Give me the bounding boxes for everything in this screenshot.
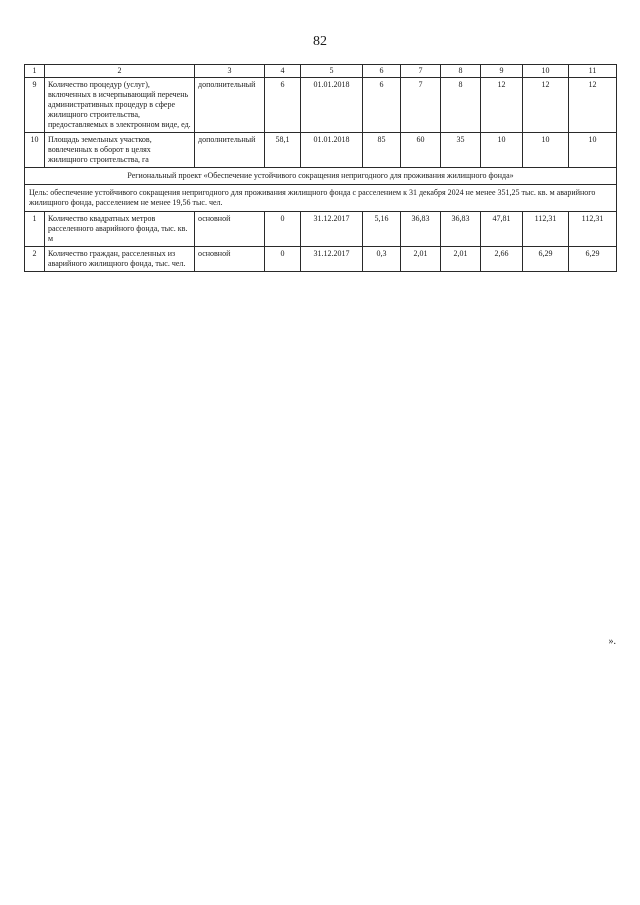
column-number: 2	[45, 65, 195, 78]
value-cell: 112,31	[569, 212, 617, 247]
base-date: 01.01.2018	[301, 133, 363, 168]
base-date: 31.12.2017	[301, 212, 363, 247]
base-value: 0	[265, 247, 301, 272]
column-number: 9	[481, 65, 523, 78]
table-row	[25, 78, 617, 133]
page-bottom-margin	[0, 768, 640, 905]
column-number: 4	[265, 65, 301, 78]
value-cell: 12	[481, 78, 523, 133]
value-cell: 85	[363, 133, 401, 168]
row-number: 1	[25, 212, 45, 247]
value-cell: 2,01	[441, 247, 481, 272]
section-title: Региональный проект «Обеспечение устойчивого сокращения непригодного для проживания жилищного фонда»	[25, 168, 617, 185]
value-cell: 36,83	[401, 212, 441, 247]
value-cell: 7	[401, 78, 441, 133]
indicator-type: дополнительный	[195, 78, 265, 133]
value-cell: 5,16	[363, 212, 401, 247]
value-cell: 10	[569, 133, 617, 168]
value-cell: 2,66	[481, 247, 523, 272]
goal-text: Цель: обеспечение устойчивого сокращения непригодного для проживания жилищного фонда с расселением к 31 декабря 2024 не менее 351,25 тыс. кв. м аварийного жилищного фонда, расселением не менее 19,56 тыс. чел.	[25, 185, 617, 212]
column-number: 7	[401, 65, 441, 78]
indicator-name: Площадь земельных участков, вовлеченных в оборот в целях жилищного строительства, га	[45, 133, 195, 168]
value-cell: 12	[569, 78, 617, 133]
column-number: 1	[25, 65, 45, 78]
indicator-name: Количество квадратных метров расселенного аварийного фонда, тыс. кв. м	[45, 212, 195, 247]
column-number: 3	[195, 65, 265, 78]
value-cell: 0,3	[363, 247, 401, 272]
goal-row	[25, 185, 617, 212]
value-cell: 35	[441, 133, 481, 168]
row-number: 2	[25, 247, 45, 272]
base-value: 0	[265, 212, 301, 247]
row-number: 10	[25, 133, 45, 168]
indicator-type: основной	[195, 212, 265, 247]
indicator-type: основной	[195, 247, 265, 272]
value-cell: 12	[523, 78, 569, 133]
table-row	[25, 133, 617, 168]
section-title-row	[25, 168, 617, 185]
value-cell: 10	[481, 133, 523, 168]
column-number: 11	[569, 65, 617, 78]
indicator-type: дополнительный	[195, 133, 265, 168]
value-cell: 112,31	[523, 212, 569, 247]
base-date: 31.12.2017	[301, 247, 363, 272]
value-cell: 6,29	[523, 247, 569, 272]
value-cell: 36,83	[441, 212, 481, 247]
value-cell: 2,01	[401, 247, 441, 272]
value-cell: 6,29	[569, 247, 617, 272]
base-value: 58,1	[265, 133, 301, 168]
table-row	[25, 212, 617, 247]
value-cell: 6	[363, 78, 401, 133]
column-number: 6	[363, 65, 401, 78]
base-value: 6	[265, 78, 301, 133]
indicator-name: Количество граждан, расселенных из аварийного жилищного фонда, тыс. чел.	[45, 247, 195, 272]
value-cell: 8	[441, 78, 481, 133]
value-cell: 60	[401, 133, 441, 168]
indicators-table	[24, 64, 617, 272]
row-number: 9	[25, 78, 45, 133]
column-number: 5	[301, 65, 363, 78]
page-number: 82	[313, 34, 327, 49]
value-cell: 47,81	[481, 212, 523, 247]
closing-quote-mark: ».	[608, 636, 616, 647]
column-number: 8	[441, 65, 481, 78]
indicator-name: Количество процедур (услуг), включенных в исчерпывающий перечень административных процедур в сфере жилищного строительства, предоставляемых в электронном виде, ед.	[45, 78, 195, 133]
column-number: 10	[523, 65, 569, 78]
table-row	[25, 247, 617, 272]
value-cell: 10	[523, 133, 569, 168]
base-date: 01.01.2018	[301, 78, 363, 133]
column-number-row	[25, 65, 617, 78]
